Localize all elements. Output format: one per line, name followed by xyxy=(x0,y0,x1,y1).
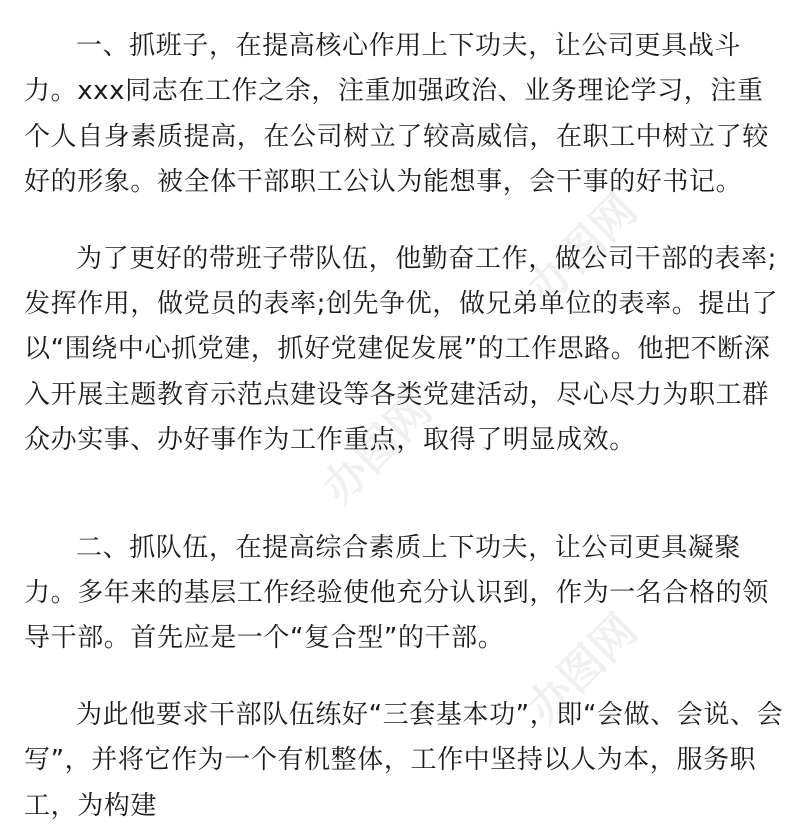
paragraph-1: 一、抓班子，在提高核心作用上下功夫，让公司更具战斗力。xxx同志在工作之余，注重加强政治、业务理论学习，注重个人自身素质提高，在公司树立了较高威信，在职工中树立了较好的形象。被全体干部职工公认为能想事，会干事的好书记。 xyxy=(24,31,769,198)
paragraph-gap xyxy=(24,464,784,526)
watermark-logo: 办图网 xyxy=(517,604,648,734)
watermark-logo: 办图网 xyxy=(312,384,443,514)
paragraph-gap xyxy=(24,206,784,237)
paragraph-4: 为此他要求干部队伍练好“三套基本功”，即“会做、会说、会写”，并将它作为一个有机整体，工作中坚持以人为本，服务职工，为构建 xyxy=(24,699,784,821)
document-body xyxy=(24,24,784,829)
watermark-logo: 办图网 xyxy=(517,184,648,314)
paragraph-gap xyxy=(24,662,784,693)
paragraph-2: 为了更好的带班子带队伍，他勤奋工作，做公司干部的表率;发挥作用，做党员的表率;创先争优，做兄弟单位的表率。提出了以“围绕中心抓党建，抓好党建促发展”的工作思路。他把不断深入开展主题教育示范点建设等各类党建活动，尽心尽力为职工群众办实事、办好事作为工作重点，取得了明显成效。 xyxy=(24,243,779,456)
paragraph-3: 二、抓队伍，在提高综合素质上下功夫，让公司更具凝聚力。多年来的基层工作经验使他充分认识到，作为一名合格的领导干部。首先应是一个“复合型”的干部。 xyxy=(24,532,769,654)
